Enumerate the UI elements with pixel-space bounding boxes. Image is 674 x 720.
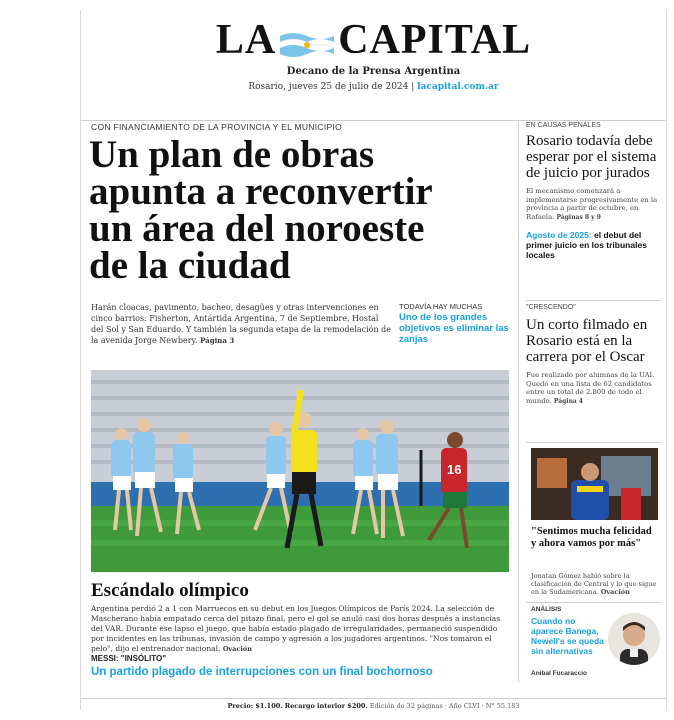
right-divider [526, 300, 661, 301]
right-body-text: El mecanismo comenzará a implementarse progresivamente en la provincia a partir de octubre, en Rafaela. [526, 187, 658, 221]
related-link-text: el debut del primer juicio en los tribunales locales [526, 230, 647, 260]
site-url[interactable]: lacapital.com.ar [417, 82, 499, 92]
main-lead [91, 302, 391, 346]
gomez-quote-body [531, 572, 658, 596]
related-link-date: Agosto de 2025: [526, 230, 592, 240]
gomez-thumbnail[interactable] [531, 448, 658, 520]
headline-line: Un plan de obras [89, 133, 374, 176]
right-story-oscar[interactable] [526, 304, 661, 406]
olympic-match-photo[interactable] [91, 370, 509, 572]
right-kicker: "CRESCENDO" [526, 304, 576, 311]
right-related-link[interactable] [526, 230, 661, 260]
author-portrait-icon [608, 613, 660, 665]
side-link[interactable]: Uno de los grandes objetivos es eliminar las zanjas [399, 312, 509, 345]
analysis-kicker: ANÁLISIS [531, 606, 562, 613]
author-avatar [608, 613, 660, 665]
headline-line: apunta a reconvertir [89, 170, 433, 213]
logo[interactable] [201, 16, 546, 63]
photo-story-text: Argentina perdió 2 a 1 con Marruecos en su debut en los Juegos Olímpicos de París 2024. La selección de Mascherano había empatado cerca del pitazo final, pero el gol se anuló casi dos horas después a instancias del VAR. Durante ese lapso el juego, que había estado plagado de irregularidades, permaneció suspendido por incidentes en las tribunas, invasión de campo y agresión a los jugadores argentinos. "Nos tomaron el pelo", dijo el entrenador nacional. [91, 604, 501, 653]
quote-section: Ovación [600, 588, 630, 596]
right-body-text: Fue realizado por alumnas de la UAI. Quedó en una lista de 62 candidatos entre un total de 2.800 de todo el mundo. [526, 371, 655, 405]
match-scene [91, 370, 509, 572]
right-divider [526, 602, 661, 603]
column-divider [518, 122, 519, 682]
right-divider [526, 442, 661, 443]
right-title: Un corto filmado en Rosario está en la carrera por el Oscar [526, 317, 648, 365]
photo-story-body [91, 604, 509, 654]
analysis-author: Aníbal Fucaraccio [531, 670, 587, 677]
footer [81, 698, 666, 710]
right-body [526, 187, 661, 222]
player-portrait [531, 448, 658, 520]
dateline: Rosario, jueves 25 de julio de 2024 | lacapital.com.ar [248, 82, 499, 92]
headline-line: un área del noroeste [89, 207, 425, 250]
photo-story-section: Ovación [222, 645, 252, 653]
right-page-ref: Páginas 8 y 9 [556, 213, 601, 221]
right-title: Rosario todavía debe esperar por el sistema de juicio por jurados [526, 133, 657, 181]
right-kicker: EN CAUSAS PENALES [526, 122, 601, 129]
photo-story-title[interactable]: Escándalo olímpico [91, 580, 249, 601]
right-page-ref: Página 4 [553, 397, 584, 405]
footer-edition: Edición de 32 páginas · Año CLVI · N° 55.183 [369, 702, 520, 710]
bottom-kicker: MESSI: "INSÓLITO" [91, 654, 166, 663]
gomez-quote[interactable]: "Sentimos mucha felicidad y ahora vamos por más" [531, 526, 652, 549]
masthead [81, 10, 666, 121]
main-headline[interactable] [89, 133, 509, 287]
logo-text-left: LA [215, 17, 277, 63]
footer-price: Precio: $1.100. Recargo interior $200. [227, 702, 368, 710]
lead-text: Harán cloacas, pavimento, bacheo, desagües y otras intervenciones en cinco barrios: Fisherton, Antártida Argentina, 7 de Septiembre, Hostal del Sol y San Eduardo. Y también la segunda etapa de la remodelación de la avenida Jorge Newbery. [91, 303, 391, 345]
lead-page-ref: Página 3 [200, 336, 235, 345]
argentina-flag-icon [278, 28, 336, 58]
right-story-juicio[interactable] [526, 122, 661, 260]
newspaper-front-page [80, 10, 667, 710]
right-body [526, 371, 661, 406]
headline-line: de la ciudad [89, 244, 291, 287]
date-text: Rosario, jueves 25 de julio de 2024 [248, 82, 409, 92]
bottom-link[interactable]: Un partido plagado de interrupciones con un final bochornoso [91, 666, 433, 678]
analysis-title[interactable]: Cuando no aparece Banega, Newell's se queda sin alternativas [531, 616, 604, 656]
quote-body-text: Jonatan Gómez habló sobre la clasificación de Central y lo que sigue en la Sudamericana. [531, 572, 657, 596]
logo-text-right: CAPITAL [338, 17, 532, 63]
side-kicker: TODAVÍA HAY MUCHAS [399, 302, 483, 311]
tagline: Decano de la Prensa Argentina [286, 66, 461, 77]
main-kicker: CON FINANCIAMIENTO DE LA PROVINCIA Y EL MUNICIPIO [91, 122, 343, 132]
player-number: 16 [447, 462, 462, 477]
